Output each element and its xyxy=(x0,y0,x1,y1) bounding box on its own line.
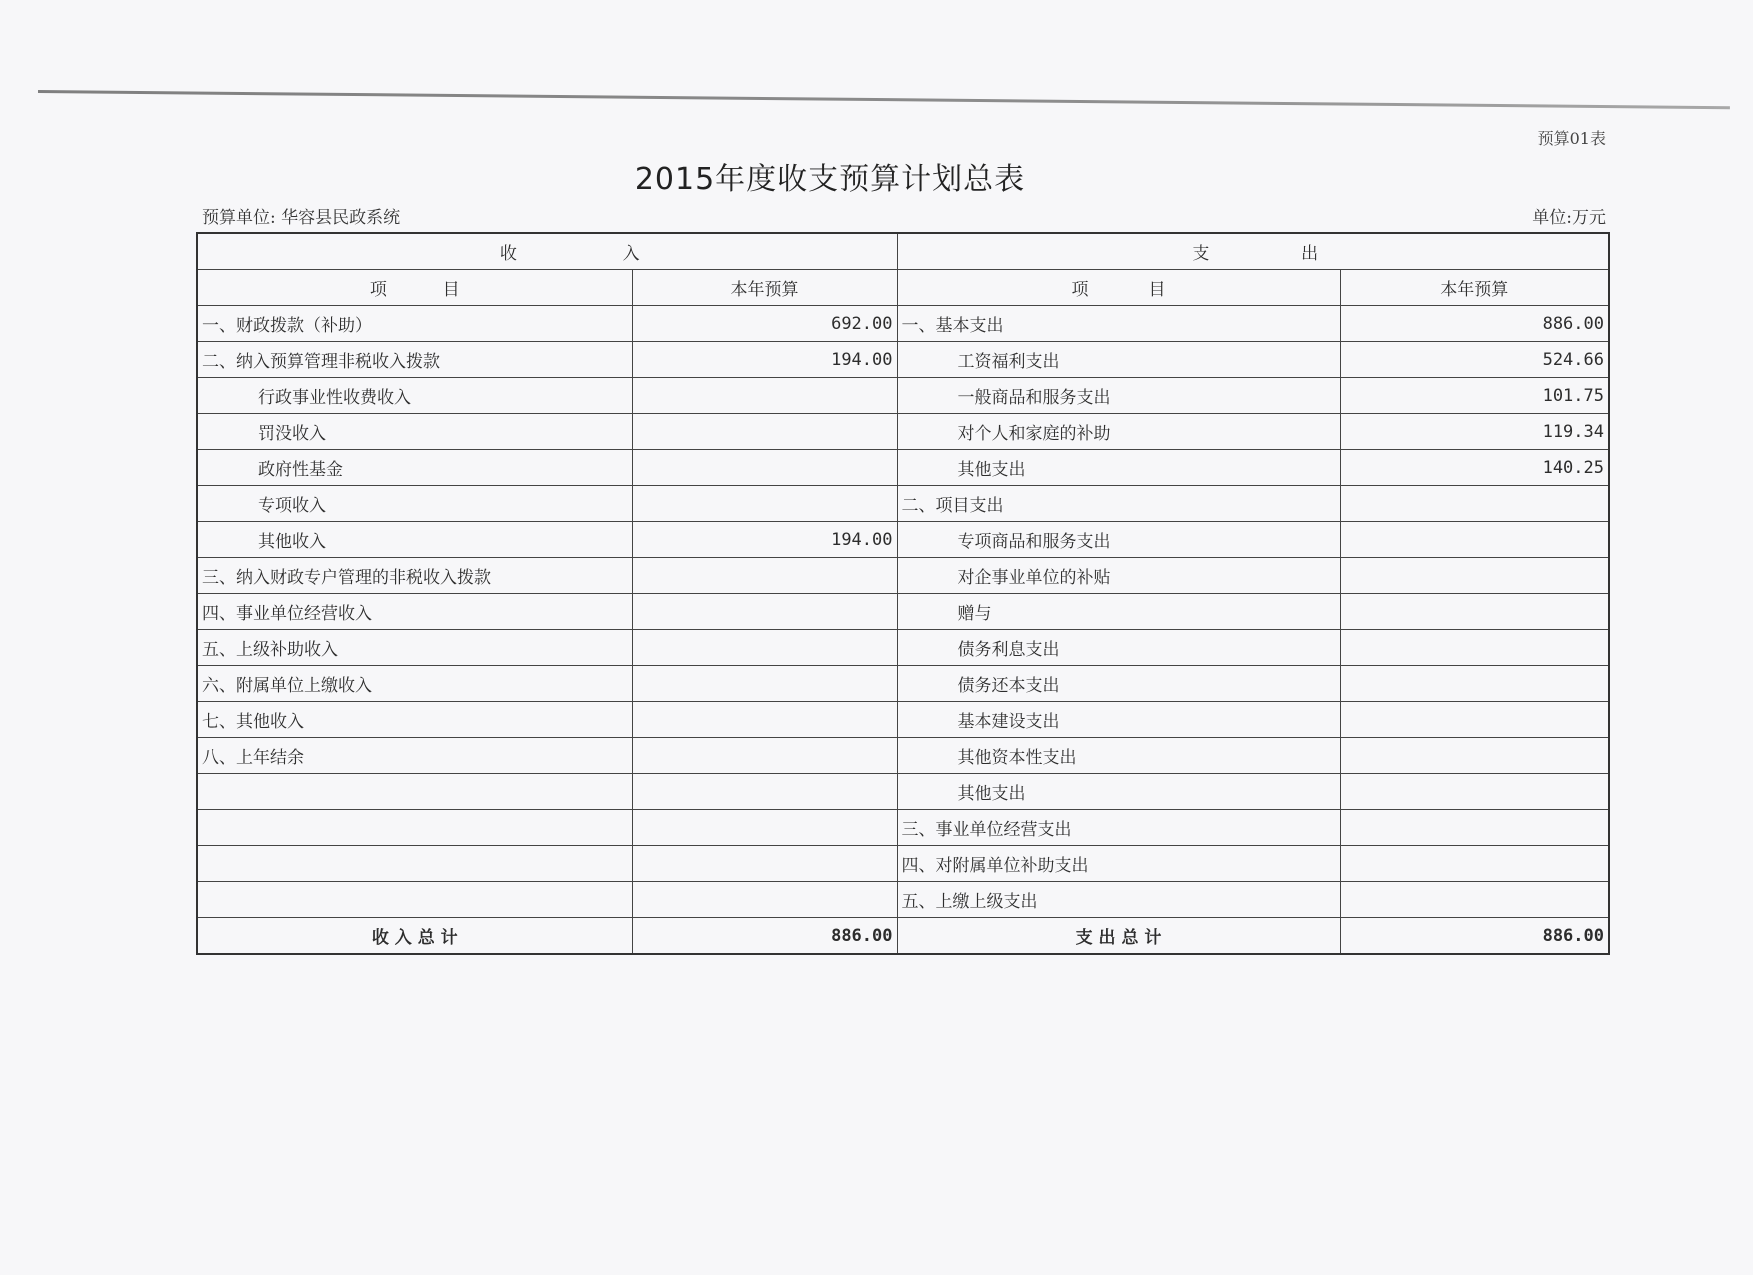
expense-budget-header: 本年预算 xyxy=(1340,270,1609,306)
income-total-label: 收 入 总 计 xyxy=(197,918,632,955)
expense-item-cell: 其他支出 xyxy=(897,774,1340,810)
table-row xyxy=(197,810,1609,846)
income-header-char-1: 收 xyxy=(499,244,517,264)
income-value-cell xyxy=(632,882,897,918)
expense-item-cell: 其他资本性支出 xyxy=(897,738,1340,774)
income-budget-header: 本年预算 xyxy=(632,270,897,306)
table-row xyxy=(197,702,1609,738)
income-item-cell: 八、上年结余 xyxy=(197,738,632,774)
income-value-cell xyxy=(632,846,897,882)
income-item-header xyxy=(197,270,632,306)
form-code: 预算01表 xyxy=(1537,129,1606,148)
expense-value-cell xyxy=(1340,846,1609,882)
income-value-cell: 692.00 xyxy=(632,306,897,342)
table-row xyxy=(197,774,1609,810)
income-value-cell xyxy=(632,630,897,666)
income-item-cell: 六、附属单位上缴收入 xyxy=(197,666,632,702)
table-row xyxy=(197,558,1609,594)
income-value-cell xyxy=(632,414,897,450)
income-value-cell xyxy=(632,558,897,594)
income-item-cell: 二、纳入预算管理非税收入拨款 xyxy=(197,342,632,378)
expense-item-cell: 赠与 xyxy=(897,594,1340,630)
expense-value-cell: 140.25 xyxy=(1340,450,1609,486)
budget-table xyxy=(196,232,1610,955)
budget-unit: 预算单位: 华容县民政系统 xyxy=(202,208,401,228)
table-row xyxy=(197,486,1609,522)
income-value-cell: 194.00 xyxy=(632,342,897,378)
table-row xyxy=(197,378,1609,414)
income-value-cell xyxy=(632,666,897,702)
income-item-cell: 五、上级补助收入 xyxy=(197,630,632,666)
expense-item-cell: 一般商品和服务支出 xyxy=(897,378,1340,414)
section-header-row xyxy=(197,233,1609,270)
expense-value-cell xyxy=(1340,774,1609,810)
table-row xyxy=(197,450,1609,486)
expense-total-label: 支 出 总 计 xyxy=(897,918,1340,955)
income-value-cell xyxy=(632,738,897,774)
expense-value-cell xyxy=(1340,738,1609,774)
expense-value-cell xyxy=(1340,882,1609,918)
item-header-char-2: 目 xyxy=(442,280,460,300)
table-row xyxy=(197,414,1609,450)
income-item-cell: 七、其他收入 xyxy=(197,702,632,738)
expense-value-cell xyxy=(1340,486,1609,522)
total-row xyxy=(197,918,1609,955)
expense-item-cell: 基本建设支出 xyxy=(897,702,1340,738)
table-row xyxy=(197,630,1609,666)
expense-value-cell: 524.66 xyxy=(1340,342,1609,378)
table-row xyxy=(197,666,1609,702)
expense-value-cell xyxy=(1340,558,1609,594)
table-row xyxy=(197,846,1609,882)
income-total-value: 886.00 xyxy=(632,918,897,955)
income-item-cell: 行政事业性收费收入 xyxy=(197,378,632,414)
table-row xyxy=(197,882,1609,918)
expense-value-cell xyxy=(1340,666,1609,702)
expense-section-header xyxy=(897,233,1609,270)
table-row xyxy=(197,594,1609,630)
expense-header-char-2: 出 xyxy=(1301,244,1319,264)
table-row xyxy=(197,306,1609,342)
expense-value-cell xyxy=(1340,630,1609,666)
item-header-char-1: 项 xyxy=(1071,280,1089,300)
income-value-cell xyxy=(632,450,897,486)
income-section-header xyxy=(197,233,897,270)
income-value-cell: 194.00 xyxy=(632,522,897,558)
expense-value-cell xyxy=(1340,594,1609,630)
expense-value-cell: 886.00 xyxy=(1340,306,1609,342)
column-header-row xyxy=(197,270,1609,306)
income-item-cell xyxy=(197,774,632,810)
expense-item-cell: 对个人和家庭的补助 xyxy=(897,414,1340,450)
expense-value-cell: 101.75 xyxy=(1340,378,1609,414)
income-item-cell: 四、事业单位经营收入 xyxy=(197,594,632,630)
income-item-cell: 政府性基金 xyxy=(197,450,632,486)
expense-item-cell: 五、上缴上级支出 xyxy=(897,882,1340,918)
income-value-cell xyxy=(632,378,897,414)
scan-edge-line xyxy=(38,90,1730,109)
income-item-cell: 三、纳入财政专户管理的非税收入拨款 xyxy=(197,558,632,594)
income-value-cell xyxy=(632,486,897,522)
expense-value-cell xyxy=(1340,810,1609,846)
expense-item-header xyxy=(897,270,1340,306)
expense-value-cell xyxy=(1340,522,1609,558)
income-item-cell xyxy=(197,846,632,882)
table-row xyxy=(197,342,1609,378)
income-item-cell xyxy=(197,882,632,918)
income-value-cell xyxy=(632,702,897,738)
income-value-cell xyxy=(632,810,897,846)
expense-item-cell: 工资福利支出 xyxy=(897,342,1340,378)
expense-item-cell: 债务利息支出 xyxy=(897,630,1340,666)
income-header-char-2: 入 xyxy=(622,244,640,264)
income-item-cell xyxy=(197,810,632,846)
expense-item-cell: 一、基本支出 xyxy=(897,306,1340,342)
expense-total-value: 886.00 xyxy=(1340,918,1609,955)
income-item-cell: 一、财政拨款（补助） xyxy=(197,306,632,342)
expense-value-cell: 119.34 xyxy=(1340,414,1609,450)
item-header-char-1: 项 xyxy=(369,280,387,300)
expense-item-cell: 三、事业单位经营支出 xyxy=(897,810,1340,846)
expense-header-char-1: 支 xyxy=(1192,244,1210,264)
currency-unit: 单位:万元 xyxy=(1532,208,1606,228)
table-row xyxy=(197,738,1609,774)
income-value-cell xyxy=(632,774,897,810)
income-value-cell xyxy=(632,594,897,630)
expense-item-cell: 二、项目支出 xyxy=(897,486,1340,522)
item-header-char-2: 目 xyxy=(1148,280,1166,300)
expense-item-cell: 对企事业单位的补贴 xyxy=(897,558,1340,594)
expense-item-cell: 专项商品和服务支出 xyxy=(897,522,1340,558)
page-title: 2015年度收支预算计划总表 xyxy=(634,162,1026,197)
expense-value-cell xyxy=(1340,702,1609,738)
income-item-cell: 罚没收入 xyxy=(197,414,632,450)
income-item-cell: 专项收入 xyxy=(197,486,632,522)
table-row xyxy=(197,522,1609,558)
income-item-cell: 其他收入 xyxy=(197,522,632,558)
expense-item-cell: 四、对附属单位补助支出 xyxy=(897,846,1340,882)
expense-item-cell: 其他支出 xyxy=(897,450,1340,486)
expense-item-cell: 债务还本支出 xyxy=(897,666,1340,702)
